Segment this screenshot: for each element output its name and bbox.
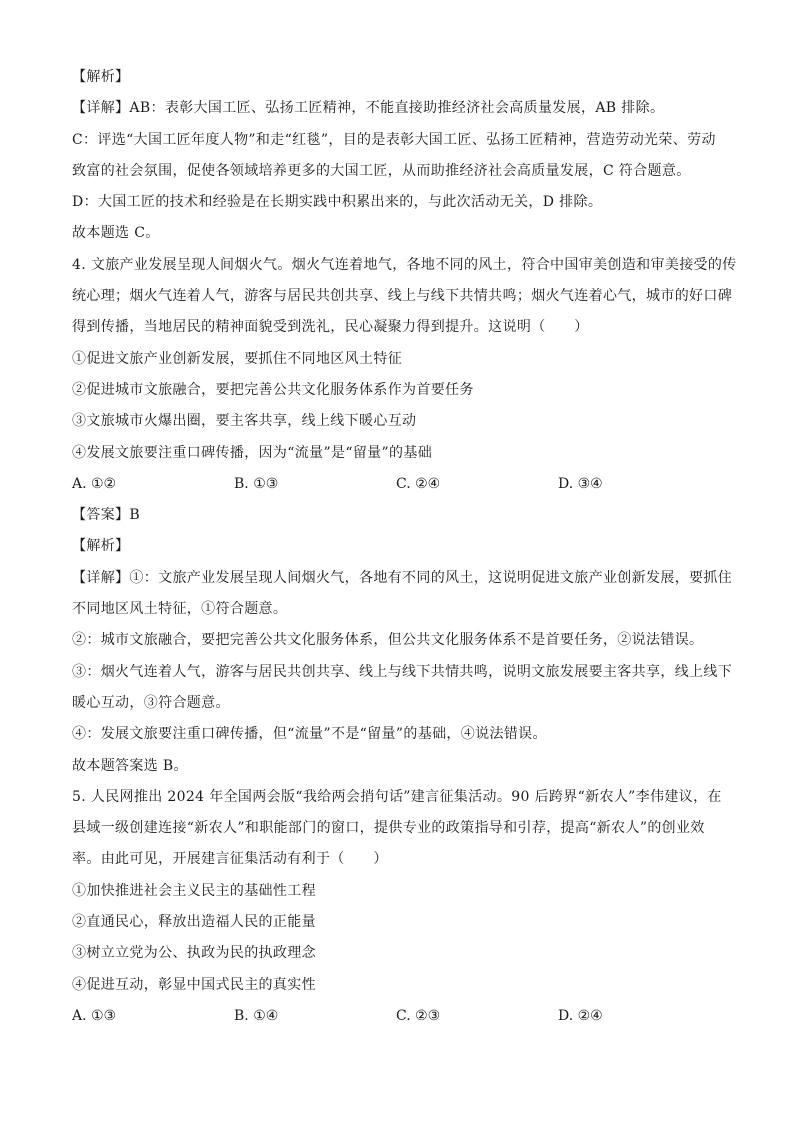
text-line: ②直通民心，释放出造福人民的正能量 xyxy=(72,914,316,931)
answer-option: C. ②④ xyxy=(396,475,441,492)
text-line: 率。由此可见，开展建言征集活动有利于（ ） xyxy=(72,851,388,868)
text-line: C：评选“大国工匠年度人物”和走“红毯”，目的是表彰大国工匠、弘扬工匠精神，营造劳动光荣、劳动 xyxy=(72,131,716,148)
text-line: 【解析】 xyxy=(72,69,130,85)
text-line: 故本题选 C。 xyxy=(72,225,160,242)
text-line: ②：城市文旅融合，要把完善公共文化服务体系，但公共文化服务体系不是首要任务，②说法错误。 xyxy=(72,632,704,649)
answer-option: C. ②③ xyxy=(396,1007,441,1024)
text-line: 统心理；烟火气连着人气，游客与居民共创共享、线上与线下共情共鸣；烟火气连着心气，城市的好口碑 xyxy=(72,288,733,305)
text-line: ①加快推进社会主义民主的基础性工程 xyxy=(72,882,316,899)
text-line: ②促进城市文旅融合，要把完善公共文化服务体系作为首要任务 xyxy=(72,381,474,398)
q4-options xyxy=(72,469,722,500)
text-line: ③：烟火气连着人气，游客与居民共创共享、线上与线下共情共鸣，说明文旅发展要主客共享，线上线下 xyxy=(72,663,733,680)
document-page xyxy=(72,62,737,1032)
text-line: 4. 文旅产业发展呈现人间烟火气。烟火气连着地气，各地不同的风土，符合中国审美创造和审美接受的传 xyxy=(72,256,737,273)
text-line: D：大国工匠的技术和经验是在长期实践中积累出来的，与此次活动无关，D 排除。 xyxy=(72,194,603,211)
text-line: 致富的社会氛围，促使各领域培养更多的大国工匠，从而助推经济社会高质量发展，C 符合题意。 xyxy=(72,162,691,179)
text-line: ③树立立党为公、执政为民的执政理念 xyxy=(72,945,316,962)
text-block-q4-answer-and-q5 xyxy=(72,500,733,1001)
answer-option: D. ②④ xyxy=(558,1007,603,1024)
text-line: 得到传播，当地居民的精神面貌受到洗礼，民心凝聚力得到提升。这说明（ ） xyxy=(72,319,589,336)
answer-option: A. ①② xyxy=(72,475,117,492)
text-line: 【答案】B xyxy=(72,507,141,524)
text-block-q3-analysis-and-q4 xyxy=(72,62,737,469)
text-line: 县域一级创建连接“新农人”和职能部门的窗口，提供专业的政策指导和引荐，提高“新农人”的创业效 xyxy=(72,820,705,837)
text-line: ④：发展文旅要注重口碑传播，但“流量”不是“留量”的基础，④说法错误。 xyxy=(72,726,547,743)
text-line: 【详解】AB：表彰大国工匠、弘扬工匠精神，不能直接助推经济社会高质量发展，AB 排除。 xyxy=(72,100,665,117)
answer-option: A. ①③ xyxy=(72,1007,117,1024)
text-line: 暖心互动，③符合题意。 xyxy=(72,694,230,711)
answer-option: B. ①③ xyxy=(234,475,279,492)
text-line: 不同地区风土特征，①符合题意。 xyxy=(72,601,288,618)
text-line: ①促进文旅产业创新发展，要抓住不同地区风土特征 xyxy=(72,350,403,367)
text-line: ④促进互动，彰显中国式民主的真实性 xyxy=(72,976,316,993)
text-line: 【解析】 xyxy=(72,538,130,555)
answer-option: D. ③④ xyxy=(558,475,603,492)
text-line: 故本题答案选 B。 xyxy=(72,757,188,774)
q5-options xyxy=(72,1001,722,1032)
text-line: ③文旅城市火爆出圈，要主客共享，线上线下暖心互动 xyxy=(72,413,417,430)
text-line: 5. 人民网推出 2024 年全国两会版“我给两会捎句话”建言征集活动。90 后跨界“新农人”李伟建议，在 xyxy=(72,788,722,805)
answer-option: B. ①④ xyxy=(234,1007,279,1024)
text-line: ④发展文旅要注重口碑传播，因为“流量”是“留量”的基础 xyxy=(72,444,433,461)
text-line: 【详解】①：文旅产业发展呈现人间烟火气，各地有不同的风土，这说明促进文旅产业创新发展，要抓住 xyxy=(72,569,733,586)
